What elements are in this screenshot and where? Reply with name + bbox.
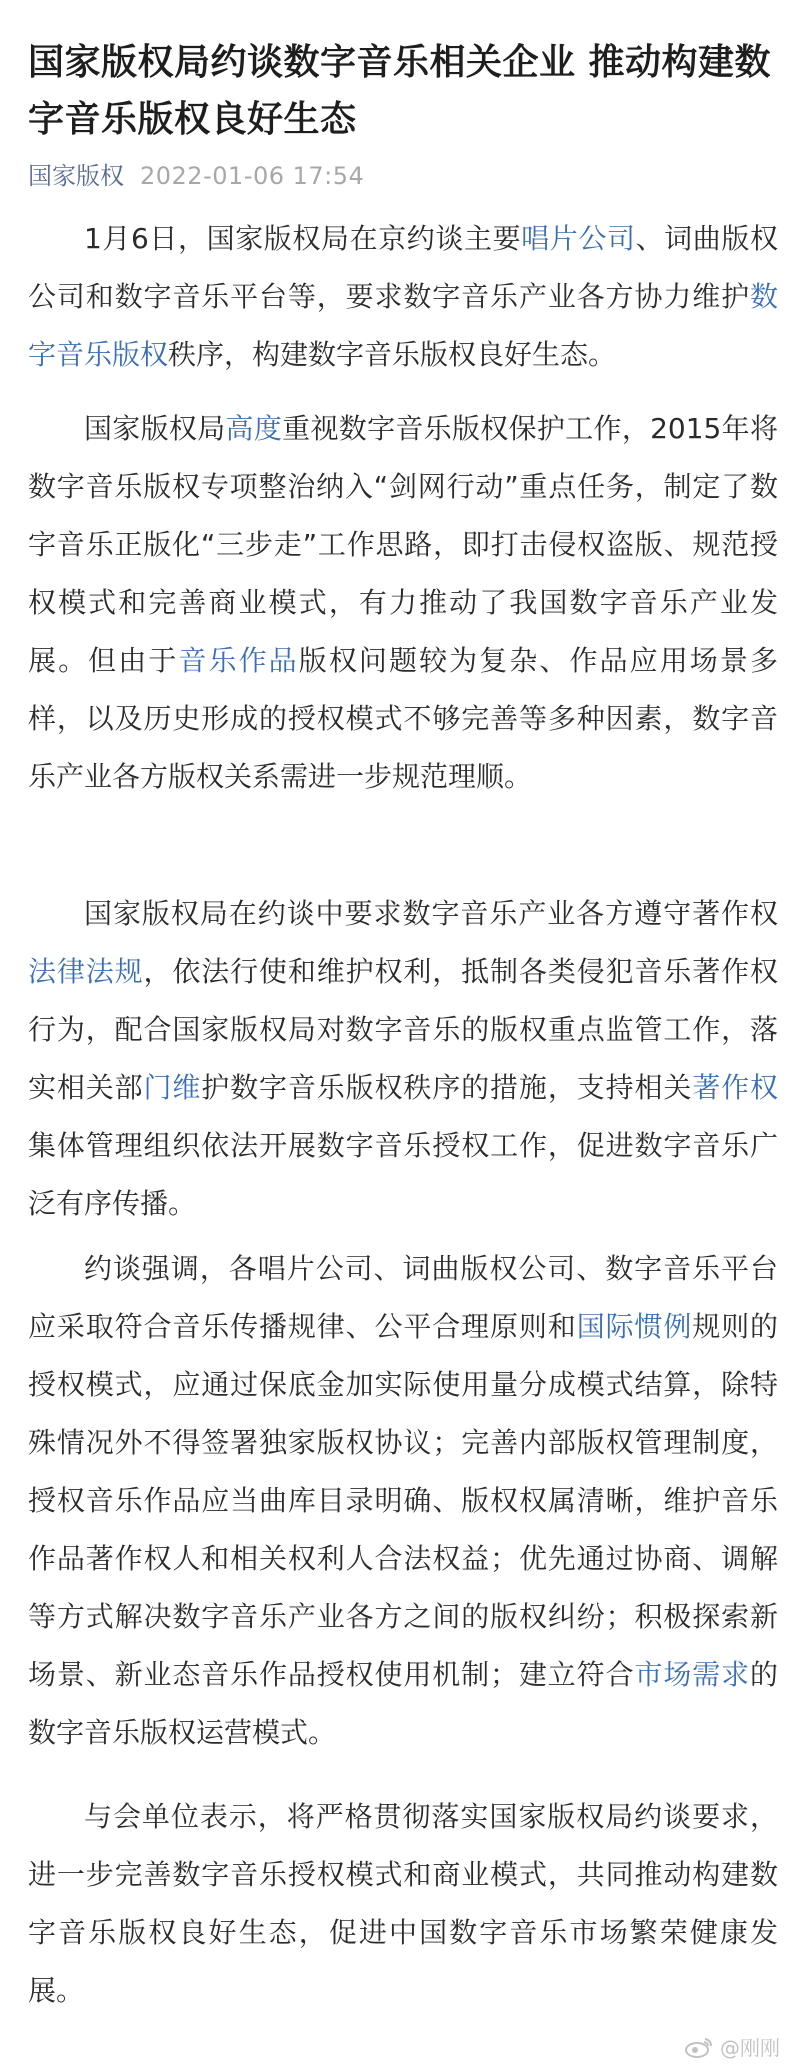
inline-link[interactable]: 音乐作品 bbox=[178, 644, 299, 677]
inline-link[interactable]: 市场需求 bbox=[634, 1658, 750, 1691]
inline-link[interactable]: 高度 bbox=[225, 412, 283, 445]
publish-time: 2022-01-06 17:54 bbox=[140, 162, 365, 190]
paragraph-text: 重视数字音乐版权保护工作，2015年将数字音乐版权专项整治纳入“剑网行动”重点任务，制定了数字音乐正版化“三步走”工作思路，即打击侵权盗版、规范授权模式和完善商业模式，有力推动了我国数字音乐产业发展。但由于 bbox=[28, 412, 778, 677]
paragraph-text: 国家版权局 bbox=[84, 412, 226, 445]
source-account-link[interactable]: 国家版权 bbox=[28, 162, 124, 190]
inline-link[interactable]: 国际惯例 bbox=[576, 1310, 693, 1343]
paragraph-5 bbox=[28, 1788, 778, 2020]
paragraph-text: 1月6日，国家版权局在京约谈主要 bbox=[84, 222, 522, 255]
paragraph-text: 的数字音乐版权运营模式。 bbox=[28, 1658, 778, 1749]
paragraph-text: 、词曲版权公司和数字音乐平台等，要求数字音乐产业各方协力维护 bbox=[28, 222, 778, 313]
paragraph-4 bbox=[28, 1240, 778, 1762]
inline-link[interactable]: 门维 bbox=[143, 1071, 202, 1104]
weibo-watermark bbox=[684, 2032, 780, 2061]
paragraph-text: 集体管理组织依法开展数字音乐授权工作，促进数字音乐广泛有序传播。 bbox=[28, 1129, 778, 1220]
paragraph-text: 国家版权局在约谈中要求数字音乐产业各方遵守著作权 bbox=[84, 897, 778, 930]
paragraph-text: 与会单位表示，将严格贯彻落实国家版权局约谈要求，进一步完善数字音乐授权模式和商业模式，共同推动构建数字音乐版权良好生态，促进中国数字音乐市场繁荣健康发展。 bbox=[28, 1800, 778, 2007]
paragraph-text: 规则的授权模式，应通过保底金加实际使用量分成模式结算，除特殊情况外不得签署独家版权协议；完善内部版权管理制度，授权音乐作品应当曲库目录明确、版权权属清晰，维护音乐作品著作权人和相关权利人合法权益；优先通过协商、调解等方式解决数字音乐产业各方之间的版权纠纷；积极探索新场景、新业态音乐作品授权使用机制；建立符合 bbox=[28, 1310, 778, 1691]
paragraph-1 bbox=[28, 210, 778, 384]
paragraph-3 bbox=[28, 885, 778, 1233]
article-title: 国家版权局约谈数字音乐相关企业 推动构建数字音乐版权良好生态 bbox=[28, 42, 772, 140]
weibo-icon bbox=[684, 2035, 714, 2059]
inline-link[interactable]: 著作权 bbox=[692, 1071, 778, 1104]
paragraph-text: 秩序，构建数字音乐版权良好生态。 bbox=[168, 338, 617, 371]
inline-link[interactable]: 唱片公司 bbox=[521, 222, 636, 255]
inline-link[interactable]: 法律法规 bbox=[28, 955, 144, 988]
paragraph-text: 版权问题较为复杂、作品应用场景多样，以及历史形成的授权模式不够完善等多种因素，数字音乐产业各方版权关系需进一步规范理顺。 bbox=[28, 644, 778, 793]
article-meta bbox=[28, 160, 364, 192]
paragraph-2 bbox=[28, 400, 778, 806]
watermark-text: @刚刚 bbox=[720, 2036, 780, 2060]
inline-link[interactable]: 数字音乐版权 bbox=[28, 280, 778, 371]
paragraph-text: 护数字音乐版权秩序的措施，支持相关 bbox=[201, 1071, 693, 1104]
paragraph-text: ，依法行使和维护权利，抵制各类侵犯音乐著作权行为，配合国家版权局对数字音乐的版权重点监管工作，落实相关部 bbox=[28, 955, 778, 1104]
paragraph-text: 约谈强调，各唱片公司、词曲版权公司、数字音乐平台应采取符合音乐传播规律、公平合理原则和 bbox=[28, 1252, 778, 1343]
